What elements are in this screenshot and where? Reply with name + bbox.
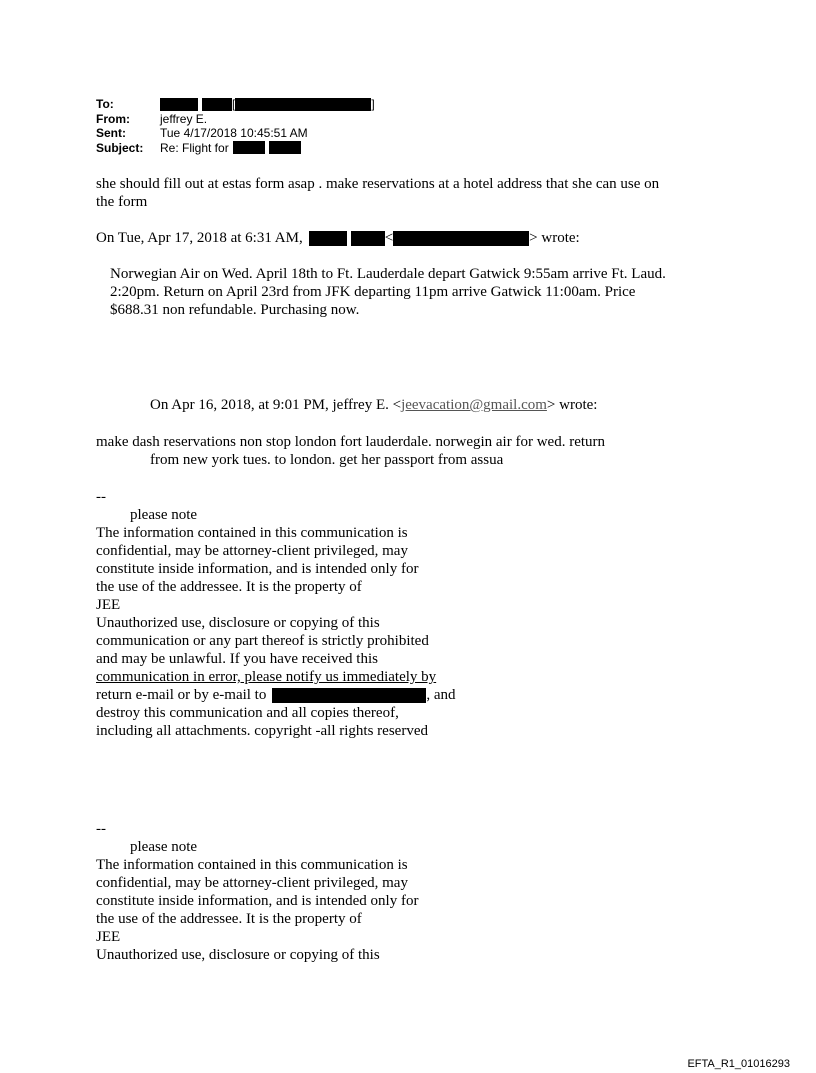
quote1-line: $688.31 non refundable. Purchasing now. — [110, 302, 360, 318]
disclaimer-line: JEE — [96, 929, 121, 945]
reply-body — [96, 175, 659, 211]
quote1-lt: < — [384, 230, 394, 246]
subject-label: Subject: — [96, 140, 144, 155]
disclaimer-line: communication or any part thereof is strictly prohibited — [96, 633, 429, 649]
to-bracket-open: [ — [232, 97, 236, 112]
reply-line: the form — [96, 194, 148, 210]
disclaimer-line: constitute inside information, and is intended only for — [96, 561, 419, 577]
disclaimer-line: including all attachments. copyright -all rights reserved — [96, 723, 428, 739]
quote2-body — [96, 433, 605, 469]
to-label: To: — [96, 97, 114, 112]
disclaimer-note: please note — [130, 507, 198, 523]
disclaimer-line-suffix: , and — [426, 687, 456, 703]
disclaimer-block — [96, 488, 456, 740]
disclaimer-line: The information contained in this communication is — [96, 857, 408, 873]
quote1-line: 2:20pm. Return on April 23rd from JFK departing 11pm arrive Gatwick 11:00am. Price — [110, 284, 636, 300]
disclaimer-line — [96, 686, 456, 704]
quote1-attribution — [96, 229, 580, 247]
quote2-suffix: > wrote: — [546, 397, 598, 413]
redaction-bar — [202, 98, 232, 111]
document-id: EFTA_R1_01016293 — [687, 1058, 790, 1070]
redaction-bar — [235, 98, 371, 111]
redaction-bar — [160, 98, 198, 111]
redaction-bar — [233, 141, 265, 154]
quote2-prefix: On Apr 16, 2018, at 9:01 PM, jeffrey E. < — [150, 397, 402, 413]
disclaimer-note: please note — [130, 839, 198, 855]
quote1-prefix: On Tue, Apr 17, 2018 at 6:31 AM, — [96, 230, 303, 246]
disclaimer-line: constitute inside information, and is intended only for — [96, 893, 419, 909]
sent-row — [96, 126, 375, 141]
from-label: From: — [96, 111, 130, 126]
disclaimer-line: JEE — [96, 597, 121, 613]
quote2-attribution — [150, 396, 597, 414]
quote1-line: Norwegian Air on Wed. April 18th to Ft. Lauderdale depart Gatwick 9:55am arrive Ft. Laud. — [110, 266, 666, 282]
sent-value: Tue 4/17/2018 10:45:51 AM — [160, 126, 308, 141]
sender-email-link[interactable]: jeevacation@gmail.com — [401, 397, 547, 413]
disclaimer-line: the use of the addressee. It is the property of — [96, 579, 362, 595]
disclaimer-line: confidential, may be attorney-client privileged, may — [96, 875, 408, 891]
quote2-line: from new york tues. to london. get her passport from assua — [150, 452, 504, 468]
email-header — [96, 97, 375, 155]
disclaimer-line: the use of the addressee. It is the property of — [96, 911, 362, 927]
to-bracket-close: ] — [371, 97, 375, 112]
disclaimer-line: destroy this communication and all copies thereof, — [96, 705, 399, 721]
signature-dashes: -- — [96, 821, 106, 837]
from-value: jeffrey E. — [160, 111, 208, 126]
quote2-line: make dash reservations non stop london fort lauderdale. norwegin air for wed. return — [96, 434, 606, 450]
disclaimer-block — [96, 820, 418, 964]
redaction-bar — [272, 688, 426, 703]
quote1-body — [110, 265, 666, 319]
reply-line: she should fill out at estas form asap . make reservations at a hotel address that she can use on — [96, 176, 660, 192]
redaction-bar — [269, 141, 301, 154]
disclaimer-line: confidential, may be attorney-client privileged, may — [96, 543, 408, 559]
signature-dashes: -- — [96, 489, 106, 505]
subject-value: Re: Flight for — [160, 140, 229, 155]
disclaimer-line: and may be unlawful. If you have received this — [96, 651, 378, 667]
from-row — [96, 112, 375, 127]
redaction-bar — [351, 231, 385, 246]
disclaimer-line: communication in error, please notify us immediately by — [96, 669, 437, 685]
disclaimer-line: Unauthorized use, disclosure or copying of this — [96, 947, 380, 963]
disclaimer-line-prefix: return e-mail or by e-mail to — [96, 687, 267, 703]
quote1-suffix: > wrote: — [529, 230, 580, 246]
subject-row — [96, 141, 375, 156]
disclaimer-line: The information contained in this communication is — [96, 525, 408, 541]
sent-label: Sent: — [96, 126, 126, 141]
to-row — [96, 97, 375, 112]
redaction-bar — [309, 231, 347, 246]
redaction-bar — [393, 231, 529, 246]
disclaimer-line: Unauthorized use, disclosure or copying of this — [96, 615, 380, 631]
